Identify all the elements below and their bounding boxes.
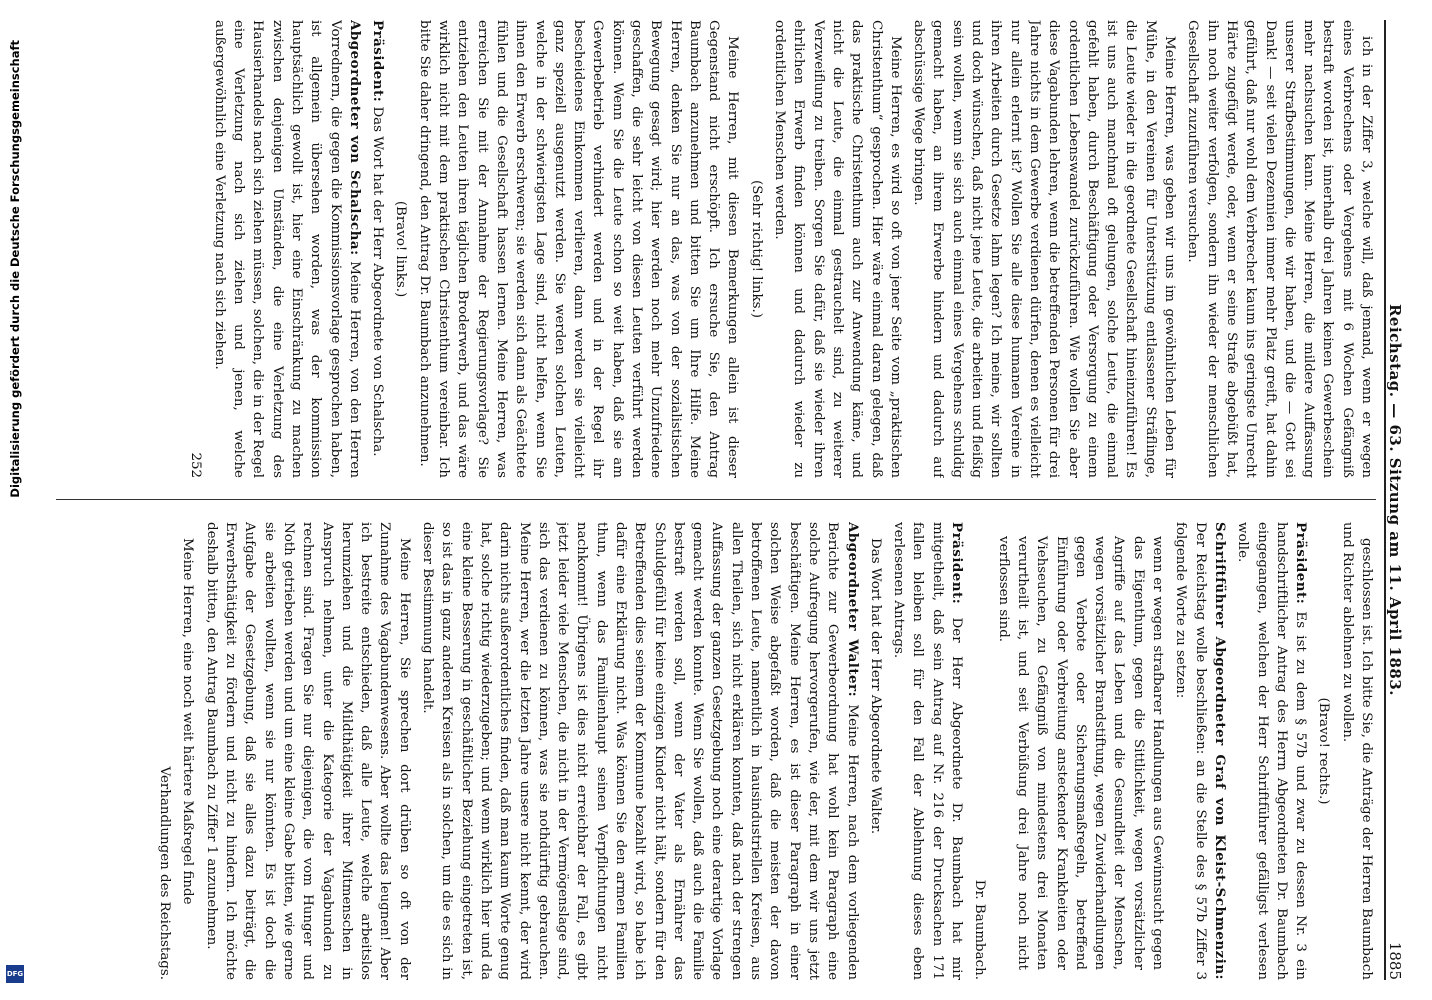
page-number: 1885 — [1386, 941, 1404, 980]
paragraph-text: Meine Herren, was geben wir uns im gewöhnlichen Leben für Mühe, in den Vereinen für Unterstützung entlassener Sträflinge, die Leute wieder in die geordnete Gesellschaft hineinzuführen! Es ist uns auch manchmal oft gelungen, solche Leute, die einmal gefehlt haben, durch Beschäftigung oder Versorgung zu einem ordentlichen Lebenswandel zurückzuführen. Wie wollen Sie aber diese Vagabunden lehren, wenn die betreffenden Personen für drei Jahre nichts in dem Gewerbe verdienen dürfen, denen es vielleicht nur allein erlernt ist? Wollen Sie alle diese humanen Vereine in ihren Arbeiten durch Gesetze lahm legen? Ich meine, wir sollten und doch wünschen, daß nicht jene Leute, die arbeiten und fleißig sein wollen, wenn sie sich auch einmal eines Vergehens schuldig gemacht haben, an ihrem Erwerbe hindern und dadurch auf abschüssige Wege bringen. — [911, 20, 1178, 478]
paragraph-text: Verhandlungen des Reichstags. — [157, 766, 173, 980]
running-title: Reichstag. — 63. Sitzung am 11. April 1883. — [1386, 303, 1404, 697]
paragraph — [866, 522, 885, 980]
paragraph-text: Dr. Baumbach. — [972, 879, 988, 980]
paragraph — [155, 522, 174, 980]
paragraph — [414, 20, 742, 478]
speaker-label: Abgeordneter von Schalscha: — [346, 20, 363, 256]
paragraph — [770, 20, 905, 478]
paragraph — [909, 20, 1179, 478]
speaker-label: Präsident: — [1293, 522, 1310, 605]
speaker-label: Präsident: — [370, 20, 387, 103]
paragraph-text: wenn er wegen strafbarer Handlungen aus Gewinnsucht gegen das Eigenthum, gegen die Sittlichkeit, wegen vorsätzlicher Angriffe auf das Leben und die Gesundheit der Menschen, wegen vorsätzlicher Brandstiftung, wegen Zuwiderhandlungen gegen Verbote oder Sicherungsmaßregeln, betreffend Einführung oder Verbreitung ansteckender Krankheiten oder Viehseuchen, zu Gefängniß von mindestens drei Monaten verurtheilt ist, und seit Verbüßung drei Jahre noch nicht verflossen sind. — [995, 536, 1166, 970]
paragraph — [889, 522, 966, 980]
paragraph — [201, 522, 413, 980]
paragraph-text: Meine Herren, eine noch weit härtere Maßregel finde — [180, 538, 196, 905]
paragraph-text: Meine Herren, nach dem vorliegenden Berichte zur Gewerbeordnung hat wohl kein Paragraph eine solche Aufregung hervorgerufen, wie der, mit dem wir uns jetzt beschäftigen. Meine Herren, es ist dieser Paragraph in einer solchen Weise abgefaßt worden, daß die meisten der davon betroffenen Leute, namentlich in hausindustriellen Kreisen, aus allen Theilen, sich nicht erklären konnten, daß nach der strengen Auffassung der ganzen Gesetzgebung noch eine derartige Vorlage gemacht werden konnte. Wenn Sie wollen, daß auch die Familie bestraft werden soll, wenn der Vater als Ernährer das Schuldgefühl für keine einzigen Kinder nicht hält, sondern für den Betreffenden dies seinem der Kommune bezahlt wird, so habe ich dafür eine Erklärung nicht. Was können Sie den armen Familien thun, wenn das Familienhaupt seinen Verpflichtungen nicht nachkommt! Übrigens ist dies nicht erreichbar der Fall, es gibt jetzt leider viele Menschen, die nicht in der Vermögenslage sind, sich das verdienen zu können, was sie nothdürftig gebrauchen. Meine Herren, wer die letzten Jahre unsere nicht kennt, der wird darin nichts außerordentliches finden, daß man kaum Worte genug hat, solche richtig wiederzugeben; und wenn wirklich hier und da eine kleine Besserung in geschäftlicher Beziehung eingetreten ist, so ist das in ganz anderen Kreisen als in solchen, um die es sich in dieser Bestimmung handelt. — [420, 522, 860, 980]
speaker-label: Abgeordneter Walter: — [844, 522, 861, 698]
paragraph-text: ich in der Ziffer 3, welche will, daß jemand, wenn er wegen eines Verbrechens oder Vergehens mit 6 Wochen Gefängniß bestraft worden ist, innerhalb drei Jahren keinen Gewerbeschein mehr nachsuchen kann. Meine Herren, die mildere Auffassung unserer Strafbestimmungen, die wir haben, und die — Gott sei Dank! — seit vielen Dezennien immer mehr Platz greift, hat dahin geführt, daß nur wohl dem Verbrecher kaum ins geringste Unrecht Härte zugefügt werde, oder, wenn er seine Strafe abgebüßt hat, ihn noch weiter verfolgen, sondern ihn wieder der menschlichen Gesellschaft zuzuführen versuchen. — [1185, 20, 1374, 478]
page-header — [1384, 20, 1414, 980]
paragraph-text: Der Reichstag wolle beschließen: an die Stelle des § 57b Ziffer 3 folgende Worte zu setzen: — [1173, 522, 1208, 980]
column-divider — [56, 499, 1376, 500]
paragraph — [368, 20, 387, 478]
digitization-strip — [2, 40, 28, 990]
paragraph — [1171, 522, 1229, 980]
paragraph-text: Das Wort hat der Herr Abgeordnete von Schalscha. — [370, 102, 386, 457]
speaker-label: Schriftführer Abgeordneter Graf von Kleist-Schmenzin: — [1211, 522, 1228, 980]
paragraph-text: Es ist zu dem § 57b und zwar zu dessen Nr. 3 ein handschriftlicher Antrag des Herrn Abgeordneten Dr. Baumbach eingegangen, welchen der Herr Schriftführer gefälligst verlesen wolle. — [1235, 522, 1309, 980]
paragraph — [209, 20, 363, 478]
paragraph — [1337, 522, 1376, 980]
paragraph-text: Meine Herren, von den Herren Vorrednern, die gegen die Kommissionsvorlage gesprochen haben, ist allgemein übersehen worden, was der kommission hauptsächlich gewollt ist, hier eine Einschränkung zu machen zwischen denjenigen Umständen, die eine Verletzung des Hausierhandels nach sich ziehen müssen, solchen, die in der Regel eine Verletzung nach sich ziehen und jenen, welche außergewöhnlich eine Verletzung nach sich ziehen. — [211, 20, 362, 478]
paragraph — [391, 20, 410, 478]
paragraph-text: Meine Herren, es wird so oft von jener Seite vom „praktischen Christenthum“ gesprochen. Hier wäre einmal daran gelegen, daß das praktische Christenthum auch zur Anwendung käme, und nicht die Leute, die einmal gestrauchelt sind, zu weiterer Verzweiflung zu treiben. Sorgen Sie dafür, daß sie wieder ihren ehrlichen Erwerb finden können und dadurch wieder zu ordentlichen Menschen werden. — [772, 20, 903, 478]
paragraph — [418, 522, 862, 980]
paragraph-text: (Sehr richtig! links.) — [748, 180, 764, 318]
paragraph-text: (Bravo! links.) — [393, 200, 409, 298]
paragraph — [1183, 20, 1376, 478]
left-column — [56, 20, 1376, 478]
paragraph — [993, 536, 1167, 970]
paragraph-text: Meine Herren, Sie sprechen dort drüben so oft von der Zunahme des Vagabundenwesens. Aber wollte das leugnen! Aber ich bestreite entschieden, daß alle Leute, welche arbeitslos herumziehen und die Mildthätigkeit ihrer Mitmenschen in Anspruch nehmen, unter die Kategorie der Vagabunden zu rechnen sind. Fragen Sie nur diejenigen, die vom Hunger und Noth getrieben werden und um eine kleine Gabe bitten, wie gerne sie arbeiten wollten, wenn sie nur könnten. Es ist doch die Aufgabe der Gesetzgebung, daß sie alles dazu beiträgt, die Erwerbsthätigkeit zu fördern und nicht zu hindern. Ich möchte deshalb bitten, den Antrag Baumbach zu Ziffer 1 anzunehmen. — [203, 522, 412, 980]
paragraph — [970, 522, 989, 980]
digitization-note: Digitalisierung gefördert durch die Deutsche Forschungsgemeinschaft — [8, 40, 22, 498]
paragraph-text: Der Herr Abgeordnete Dr. Baumbach hat mir mitgetheilt, daß sein Antrag auf Nr. 216 der Drucksachen 171 fallen bleiben soll für den Fall der Ablehnung dieses eben verlesenen Antrags. — [891, 522, 965, 980]
paragraph-text: Das Wort hat der Herr Abgeordnete Walter. — [867, 538, 883, 835]
paragraph — [1233, 522, 1310, 980]
paragraph — [1314, 522, 1333, 980]
paragraph-text: Meine Herren, mit diesen Bemerkungen allein ist dieser Gegenstand nicht erschöpft. Ich ersuche Sie, den Antrag Baumbach anzunehmen und bitten Sie um Ihre Hilfe. Meine Herren, denken Sie nur an das, was von der sozialistischen Bewegung gesagt wird; hier werden noch mehr Unzufriedene geschaffen, die sehr leicht von diesen Leuten verführt werden können. Wenn Sie die Leute schon so weit haben, daß sie am Gewerbebetrieb verhindert werden und in der Regel ihr bescheidenes Einkommen verlieren, dann werden sie vielleicht ganz speziell ausgenutzt werden. Sie werden solchen Leuten, welche in der schwierigsten Lage sind, nicht helfen, wenn Sie ihnen den Erwerb erschweren; sie werden sich dann als Geächtete fühlen und die Gesellschaft hassen lernen. Meine Herren, was erreichen Sie mit der Annahme der Regierungsvorlage? Sie entziehen den Leuten ihren täglichen Broderwerb, und das wäre wirklich nicht mit dem praktischen Christenthum vereinbar. Ich bitte Sie daher dringend, den Antrag Dr. Baumbach anzunehmen. — [416, 20, 741, 478]
paragraph — [186, 20, 205, 478]
speaker-label: Präsident: — [949, 522, 966, 605]
paragraph — [178, 522, 197, 980]
paragraph-text: geschlossen ist. Ich bitte Sie, die Anträge der Herren Baumbach und Richter ablehnen zu wollen. — [1339, 522, 1374, 980]
right-column — [56, 522, 1376, 980]
paragraph-text: 252 — [188, 452, 204, 478]
paragraph-text: (Bravo! rechts.) — [1316, 697, 1332, 805]
dfg-logo: DFG — [6, 965, 24, 983]
text-columns — [56, 20, 1376, 980]
paragraph — [747, 20, 766, 478]
